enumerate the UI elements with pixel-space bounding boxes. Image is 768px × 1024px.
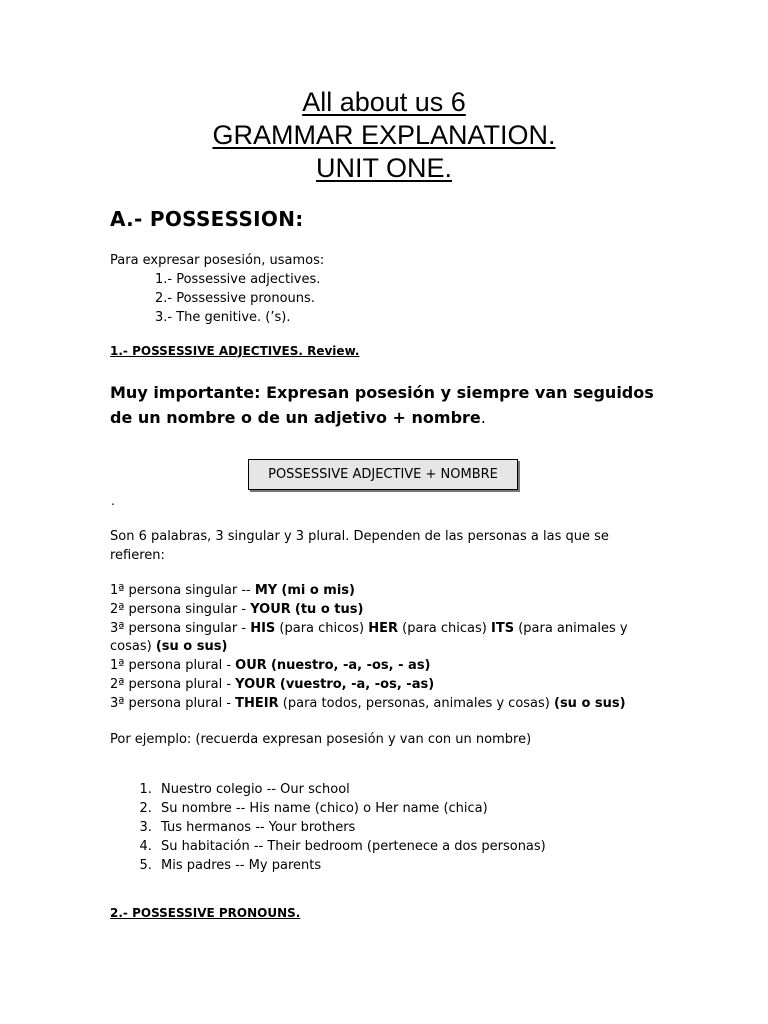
person-line: 1ª persona plural - OUR (nuestro, -a, -os, - as) (110, 658, 431, 674)
examples-list (110, 780, 546, 875)
example-intro: Por ejemplo: (recuerda expresan posesión y van con un nombre) (110, 732, 532, 747)
title-block (0, 86, 768, 185)
section-a-heading: A.- POSSESSION: (110, 207, 304, 231)
title-grammar: GRAMMAR EXPLANATION. (212, 120, 556, 150)
person-line: 1ª persona singular -- MY (mi o mis) (110, 583, 355, 598)
example-item: 5. Mis padres -- My parents (156, 856, 546, 875)
example-item: 1. Nuestro colegio -- Our school (156, 780, 546, 799)
example-item: 2. Su nombre -- His name (chico) o Her name (chica) (156, 799, 546, 818)
formula-box: POSSESSIVE ADJECTIVE + NOMBRE (248, 459, 518, 490)
person-line: 2ª persona plural - YOUR (vuestro, -a, -os, -as) (110, 676, 435, 692)
person-line: 3ª persona plural - THEIR (para todos, personas, animales y cosas) (su o sus) (110, 695, 626, 711)
heading-possessive-pronouns: 2.- POSSESSIVE PRONOUNS. (110, 906, 301, 920)
intro-item: 2.- Possessive pronouns. (155, 291, 315, 306)
title-book: All about us 6 (302, 87, 466, 117)
words-intro: Son 6 palabras, 3 singular y 3 plural. Dependen de las personas a las que se refieren: (110, 529, 609, 563)
person-line: 3ª persona singular - HIS (para chicos) HER (para chicas) ITS (para animales y cosas) (su o sus) (110, 620, 628, 655)
title-unit: UNIT ONE. (315, 153, 452, 183)
example-item: 4. Su habitación -- Their bedroom (pertenece a dos personas) (156, 837, 546, 856)
intro-item: 3.- The genitive. (’s). (155, 310, 291, 325)
important-bold: Muy importante: Expresan posesión y siempre van seguidos de un nombre o de un adjetivo + nombre (110, 383, 654, 427)
intro-block (110, 251, 324, 327)
stray-dot: . (111, 494, 115, 508)
intro-item: 1.- Possessive adjectives. (155, 272, 321, 287)
person-line: 2ª persona singular - YOUR (tu o tus) (110, 601, 364, 617)
important-tail: . (480, 408, 486, 427)
intro-lead: Para expresar posesión, usamos: (110, 253, 325, 268)
persons-list (110, 582, 670, 714)
example-item: 3. Tus hermanos -- Your brothers (156, 818, 546, 837)
important-note (110, 380, 670, 430)
heading-possessive-adjectives: 1.- POSSESSIVE ADJECTIVES. Review. (110, 344, 360, 358)
